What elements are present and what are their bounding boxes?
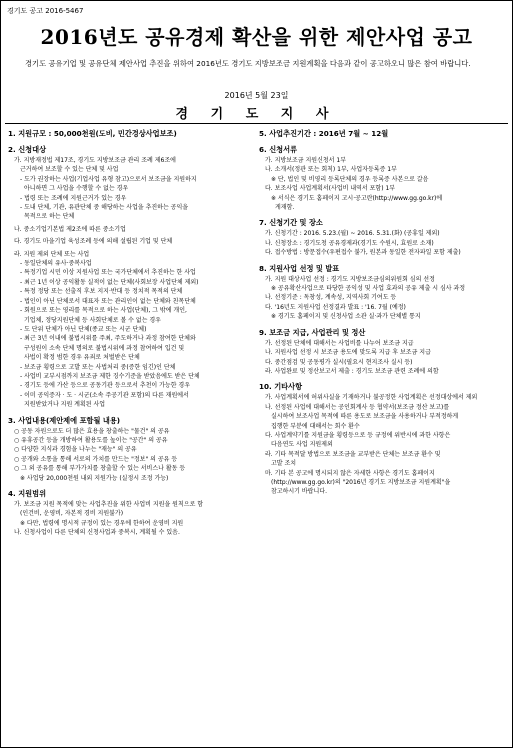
- section-line: 나. 선정된 사업에 대해서는 공인회계사 등 협약서(보조금 정산 보고)를: [265, 403, 450, 411]
- section: [259, 218, 509, 257]
- section-line: 마. 기타 본 공고에 명시되지 않은 자세한 사항은 경기도 홈페이지: [265, 469, 435, 477]
- section-line: ※ 서식은 경기도 홈페이지 고시·공고란(http://www.gg.go.kr)에: [271, 194, 443, 202]
- section-line: 나. 소개서(정관 또는 회칙) 1부, 사업자등록증 1부: [265, 166, 397, 174]
- issuing-organization: 경 기 도 지 사: [175, 107, 338, 122]
- section: [259, 145, 509, 212]
- section-line: 아니하면 그 사업을 수행할 수 없는 경우: [24, 185, 129, 193]
- section-line: 다. 중간점검 및 공동평가 실시(필요시 현지조사 실시 등): [265, 358, 413, 366]
- section-heading: 10. 기타사항: [259, 382, 303, 392]
- section-line: 가. 지방보조금 지원신청서 1부: [265, 157, 346, 164]
- section-line: 다. 사업계약기를 지원금을 횡령등으로 등 규정에 위반시에 과한 사항은: [265, 431, 451, 439]
- section-line: - 최근 3년 이내에 불법시위를 주최, 주도하거나 과정 참여한 단체와: [20, 335, 196, 343]
- section-line: - 이미 공익증자 · 도 · 시군(소속 주공기관 포함)의 다른 재원에서: [20, 391, 189, 399]
- section-line: 가. 선정된 단체에 대해서는 사업비를 나누어 보조금 지급: [265, 339, 414, 347]
- section-heading: 1. 지원규모 : 50,000천원(도비, 민간경상사업보조): [8, 129, 177, 138]
- section-line: 가. 신청기간 : 2016. 5.23.(월) ~ 2016. 5.31.(화) (공휴일 제외): [265, 230, 440, 238]
- section: [8, 129, 253, 139]
- section-line: 기업체, 정당지원단체 등 사회단체로 볼 수 없는 경우: [24, 316, 161, 324]
- section-line: - 최근 1년 이상 공익활동 실적이 없는 단체(사회보장 사업단체 제외): [20, 278, 199, 286]
- intro-paragraph: 경기도 공유기업 및 공유단체 제안사업 추진을 위하여 2016년도 경기도 지방보조금 지원계획을 다음과 같이 공고하오니 많은 참여 바랍니다.: [25, 59, 471, 68]
- section-line: 다. '16년도 지원사업 선정결과 발표 : '16. 7월 (예정): [265, 303, 406, 311]
- section-line: 근거하여 보조할 수 있는 단체 및 사업: [20, 166, 119, 174]
- section-line: - 도가 권장하는 사업(기업사업 유형 참고)으로서 보조금을 지원하지: [20, 175, 197, 183]
- section-line: - 특정 정당 또는 선출직 후보 지지·반대 등 정치적 목적의 단체: [20, 288, 183, 296]
- section-heading: 4. 지원범위: [8, 489, 47, 498]
- section: [8, 416, 253, 483]
- section-line: 나. 선정기준 : 독창성, 계속성, 지역사회 기여도 등: [265, 294, 397, 302]
- section-heading: 6. 신청서류: [259, 145, 298, 154]
- section-line: - 사업비 교부시점까지 보조금 제한 징수기준을 받았음에도 받은 단체: [20, 372, 200, 380]
- notice-date: 2016년 5월 23일: [224, 91, 289, 100]
- section-line: ※ 단, 법인 및 비영리 등록단체의 경우 등록증 사본으로 갈음: [271, 175, 429, 183]
- header-divider: [5, 123, 508, 124]
- section-line: ○ 그 외 공유를 통해 부가가치를 창출할 수 있는 서비스나 활동 등: [14, 465, 186, 473]
- section-line: 다. 경기도 마을기업 육성조례 등에 의해 설립된 기업 및 단체: [14, 238, 173, 246]
- section-line: 가. 지원 대상사업 선정 : 경기도 지방보조금심의위원회 심의 선정: [265, 275, 435, 283]
- section-heading: 8. 지원사업 선정 및 발표: [259, 263, 340, 273]
- section-heading: 7. 신청기간 및 장소: [259, 218, 323, 228]
- section-line: 참고하시기 바랍니다.: [271, 488, 327, 496]
- section-line: - 보조금 횡령으로 고발 또는 사법처리 중(증한 임긴)인 단체: [20, 363, 176, 371]
- section-line: ○ 공동 자원으로도 더 많은 효용을 창출하는 "물건" 의 공유: [14, 427, 170, 435]
- section-line: ※ 경기도 홈페이지 및 신청사업 소관 실·과가 단체별 통지: [271, 313, 421, 321]
- section-line: 나. 신청장소 : 경기도청 공유경제과(경기도 수원시, 효원로 소재): [265, 239, 434, 247]
- notice-number: 경기도 공고 2016-5467: [7, 7, 84, 15]
- section-line: - 법인이 아닌 단체로서 대표자 또는 관리인이 없는 단체와 친목단체: [20, 297, 196, 305]
- section-line: - 특정기업 시민 이상 지원사업 또는 국가단체에서 추진하는 한 사업: [20, 269, 196, 277]
- section-line: 게재함.: [275, 204, 295, 212]
- section-heading: 2. 신청대상: [8, 145, 47, 154]
- section-line: 나. 지원사업 선정 시 보조금 용도에 맞도록 지급 후 보조금 지급: [265, 349, 431, 357]
- section-line: ○ 유휴공간 등을 개방하여 활용도를 높이는 "공간" 의 공유: [14, 436, 168, 444]
- section-line: (http://www.gg.go.kr)의 "2016년 경기도 지방보조금 지원계획"을: [271, 478, 451, 486]
- section-heading: 5. 사업추진기간 : 2016년 7월 ~ 12월: [259, 129, 389, 138]
- page-title: 2016년도 공유경제 확산을 위한 제안사업 공고: [40, 25, 473, 49]
- section-line: - 도 단위 단체가 아닌 단체(종교 또는 시군 단체): [20, 325, 147, 333]
- section-line: 지원받았거나 지원 계획된 사업: [24, 401, 106, 409]
- section: [8, 489, 253, 538]
- section-line: 목적으로 하는 단체: [24, 213, 75, 221]
- section-line: 라. 기타 목적달 방법으로 보조금을 교부받은 단체는 보조금 환수 및: [265, 450, 441, 458]
- section-line: 가. 지방재정법 제17조, 경기도 지방보조금 관리 조례 제6조에: [14, 157, 176, 164]
- right-column: [259, 129, 509, 503]
- section: [259, 264, 509, 322]
- section-line: 가. 보조금 지원 목적에 맞는 사업추진을 위한 사업비 지원을 원칙으로 함: [14, 501, 204, 508]
- section: [259, 328, 509, 377]
- section-line: 라. 지원 제외 단체 또는 사업: [14, 250, 90, 258]
- section-line: 가. 사업계획서에 허위사실을 기재하거나 불공정한 사업계획은 선정대상에서 제외: [265, 394, 478, 402]
- section-line: ※ 공유확산사업으로 타당한 공익성 및 사업 효과의 공유 제출 시 심사 과정: [271, 285, 466, 293]
- section-line: 실시하여 보조사업 목적에 따른 용도로 보조금을 사용하거나 부적정하게: [271, 413, 459, 421]
- section: [259, 382, 509, 496]
- left-column: [8, 129, 253, 544]
- section-line: ○ 다양한 지식과 경험을 나누는 "재능" 의 공유: [14, 446, 137, 454]
- section-heading: 9. 보조금 지급, 사업관리 및 정산: [259, 327, 366, 337]
- section-line: 다. 접수방법 : 방문접수(우편접수 불가, 원본과 동일한 전자파일 포함 제출): [265, 249, 461, 257]
- section-line: 사법이 확정 범한 경우 유죄로 처벌받은 단체: [24, 354, 140, 362]
- section-line: (인건비, 운영비, 자본적 경비 지원불가): [20, 510, 124, 518]
- section-heading: 3. 사업내용(제안제에 포함될 내용): [8, 415, 121, 425]
- section-line: - 경기도 등에 가산 등으로 공동기관 등으로서 추천이 가능한 경우: [20, 382, 191, 390]
- section-line: ※ 사업당 20,000천원 내외 지원가능 (실정시 조정 가능): [20, 474, 169, 482]
- section-line: 다음연도 사업 지원제외: [271, 441, 333, 449]
- section: [8, 145, 253, 410]
- section-line: ○ 공개와 소통을 통해 서로의 가치를 만드는 "정보" 의 공유 등: [14, 455, 178, 463]
- section-line: 집행한 부분에 대해서는 회수 환수: [271, 422, 360, 430]
- section-line: 라. 사업완료 및 정산보고서 제출 : 경기도 보조금 관련 조례에 의함: [265, 367, 439, 375]
- section-line: 고발 조치: [271, 460, 297, 468]
- section-line: - 동일단체의 유사·중복사업: [20, 260, 92, 268]
- section-line: 나. 신청사업이 다른 단체의 신청사업과 중복시, 계획될 수 있음.: [14, 529, 180, 537]
- section-line: 구성원이 소속 단체 명의로 불법시위에 과정 참여하여 입건 및: [24, 344, 185, 352]
- section-line: ※ 다만, 법령에 명시적 규정이 있는 경우에 한하여 운영비 지원: [20, 519, 184, 527]
- section-line: - 회원으로 또는 영리를 목적으로 하는 사업(단체), 그 밖에 개인,: [20, 307, 187, 315]
- section-line: - 도내 단체, 기관, 유관단체 중 해당하는 사업을 추진하는 공익을: [20, 204, 189, 212]
- section: [259, 129, 509, 139]
- section-line: 다. 보조사업 사업계획서(사업비 내역서 포함) 1부: [265, 185, 396, 193]
- section-line: - 법령 또는 조례에 지원근거가 있는 경우: [20, 194, 127, 202]
- section-line: 나. 중소기업기본법 제2조에 따른 중소기업: [14, 225, 126, 233]
